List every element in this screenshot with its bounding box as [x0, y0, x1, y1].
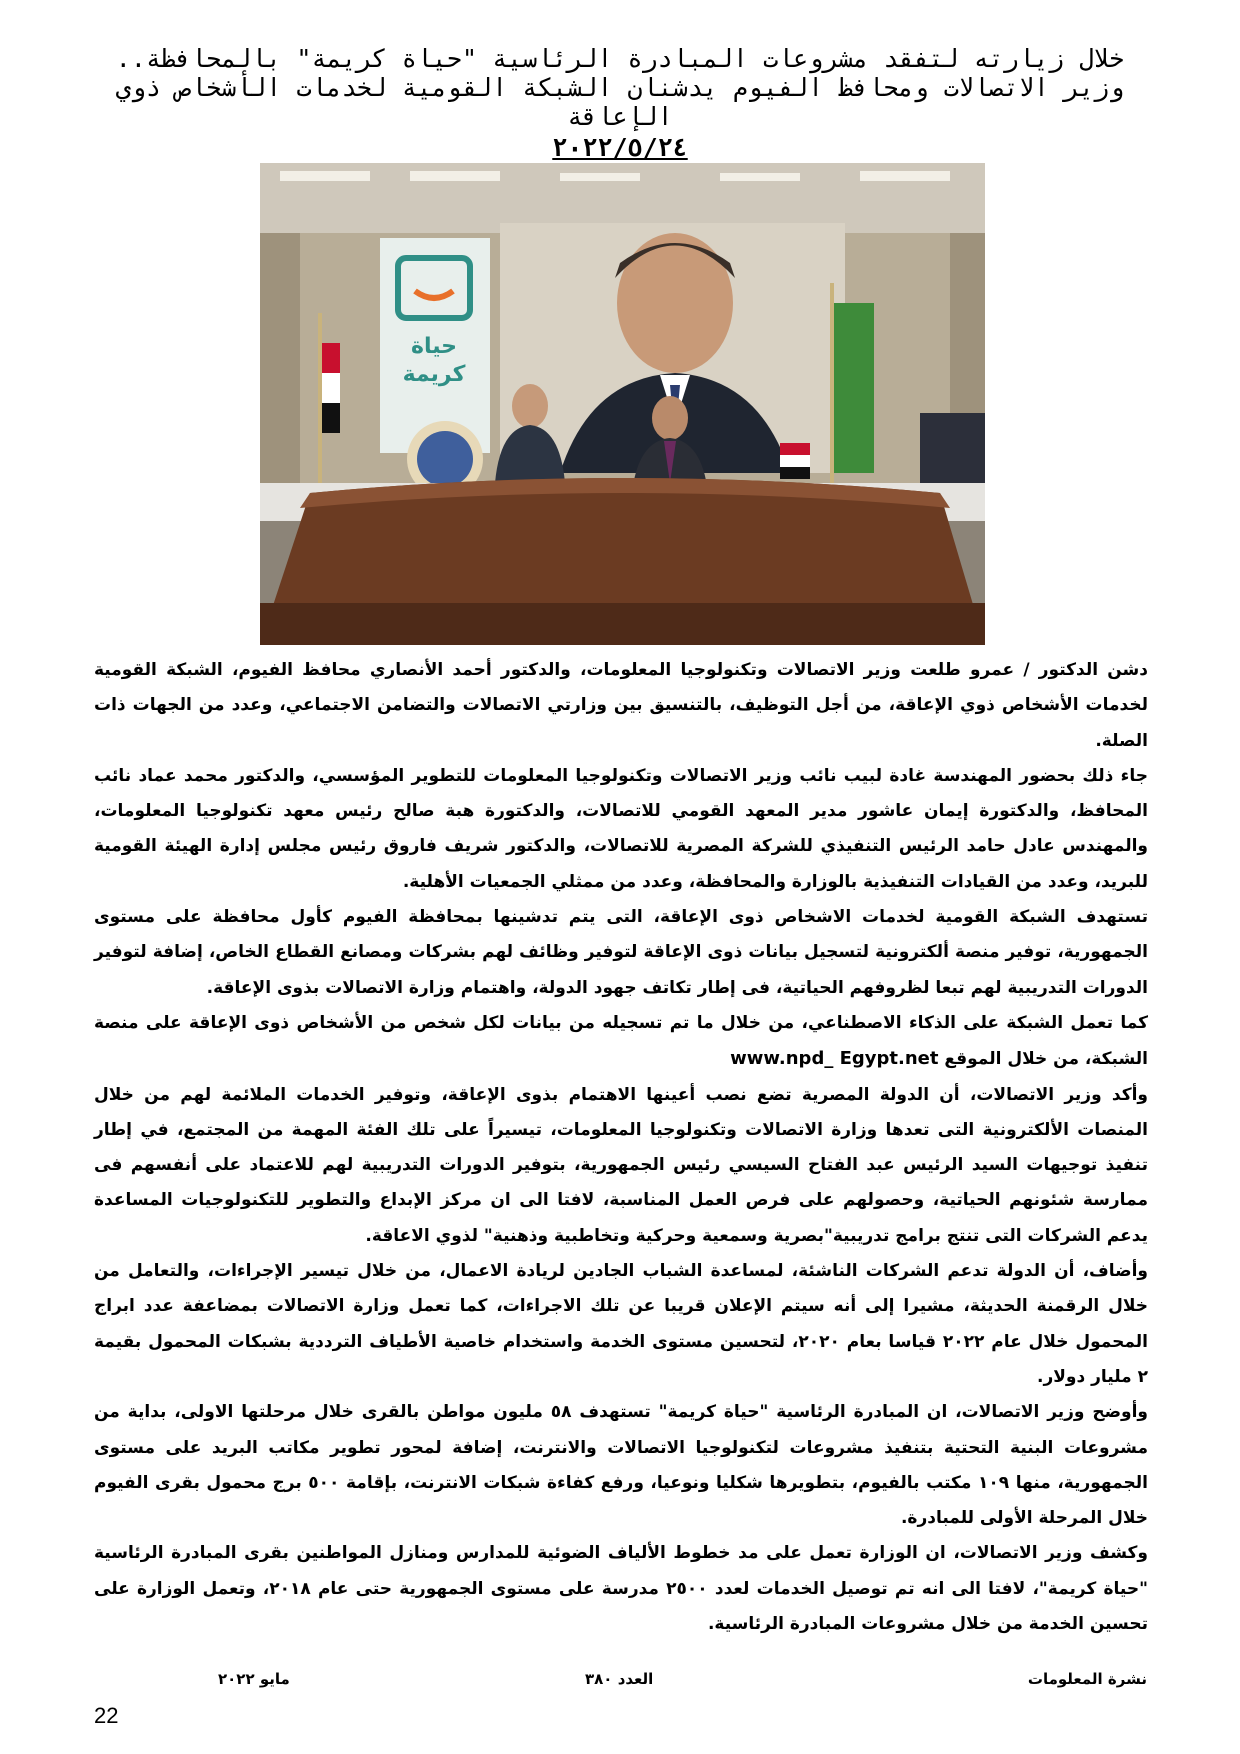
- page-number: 22: [94, 1703, 119, 1728]
- footer-date: مايو ٢٠٢٢: [218, 1670, 290, 1688]
- footer-issue: العدد ٣٨٠: [585, 1670, 654, 1688]
- headline-line-2: وزير الاتصالات ومحافظ الفيوم يدشنان الشبكة القومية لخدمات الأشخاص ذوي: [115, 73, 1125, 102]
- paragraph-7: وأوضح وزير الاتصالات، ان المبادرة الرئاسية "حياة كريمة" تستهدف ٥٨ مليون مواطن بالقرى خلال مرحلتها الاولى، بداية من مشروعات البنية التحتية بتنفيذ مشروعات لتكنولوجيا الاتصالات والانترنت، إضافة لمحور تطوير مكاتب البريد على مستوى الجمهورية، منها ١٠٩ مكتب بالفيوم، بتطويرها شكليا ونوعيا، ورفع كفاءة شبكات الانترنت، بإقامة ٥٠٠ برج محمول بقرى الفيوم خلال المرحلة الأولى للمبادرة.: [94, 1402, 1149, 1529]
- banner-text-1: حياة: [410, 334, 458, 359]
- article-body: [94, 653, 1148, 1642]
- footer-publication: نشرة المعلومات: [1027, 1670, 1147, 1688]
- paragraph-8: وكشف وزير الاتصالات، ان الوزارة تعمل على مد خطوط الألياف الضوئية للمدارس ومنازل المواطنين بقرى المبادرة الرئاسية "حياة كريمة"، لافتا الى انه تم توصيل الخدمات لعدد ٢٥٠٠ مدرسة على مستوى الجمهورية حتى عام ٢٠١٨، وتعمل الوزارة على تحسين الخدمة من خلال مشروعات المبادرة الرئاسية.: [94, 1543, 1148, 1635]
- event-photo: [260, 163, 985, 645]
- event-photo-illustration: [260, 163, 985, 645]
- page-footer: [0, 1670, 1240, 1700]
- article-headline: [90, 44, 1150, 162]
- paragraph-6: وأضاف، أن الدولة تدعم الشركات الناشئة، لمساعدة الشباب الجادين لريادة الاعمال، من خلال تيسير الإجراءات، والتعامل من خلال الرقمنة الحديثة، مشيرا إلى أنه سيتم الإعلان قريبا عن تلك الاجراءات، كما تعمل وزارة الاتصالات بمضاعفة عدد ابراج المحمول خلال عام ٢٠٢٢ قياسا بعام ٢٠٢٠، لتحسين مستوى الخدمة واستخدام خاصية الأطياف الترددية بشبكات المحمول بقيمة ٢ مليار دولار.: [94, 1261, 1148, 1387]
- headline-line-1: خلال زيارته لتفقد مشروعات المبادرة الرئاسية "حياة كريمة" بالمحافظة..: [115, 44, 1125, 73]
- paragraph-5: وأكد وزير الاتصالات، أن الدولة المصرية تضع نصب أعينها الاهتمام بذوى الإعاقة، وتوفير الخدمات الملائمة لهم من خلال المنصات الألكترونية التى تعدها وزارة الاتصالات وتكنولوجيا المعلومات، تيسيراً على تلك الفئة المهمة من المجتمع، في إطار تنفيذ توجيهات السيد الرئيس عبد الفتاح السيسي رئيس الجمهورية، بتوفير الدورات التدريبية لهم للاعتماد على أنفسهم فى ممارسة شئونهم الحياتية، وحصولهم على فرص العمل المناسبة، لافتا الى ان مركز الإبداع والتطوير للتكنولوجيات المساعدة يدعم الشركات التى تنتج برامج تدريبية"بصرية وسمعية وحركية وتخاطبية وذهنية" لذوي الاعاقة.: [94, 1084, 1148, 1246]
- headline-line-3: الإعاقة: [567, 102, 673, 131]
- website-url: www.npd_ Egypt.net: [730, 1048, 939, 1070]
- headline-date: ٢٠٢٢/٥/٢٤: [552, 133, 688, 162]
- paragraph-4-text: كما تعمل الشبكة على الذكاء الاصطناعي، من خلال ما تم تسجيله من بيانات لكل شخص من الأشخاص ذوى الإعاقة على منصة الشبكة، من خلال الموقع: [94, 1012, 1148, 1070]
- paragraph-4: [94, 1006, 1148, 1078]
- paragraph-1: دشن الدكتور / عمرو طلعت وزير الاتصالات وتكنولوجيا المعلومات، والدكتور أحمد الأنصاري محافظ الفيوم، الشبكة القومية لخدمات الأشخاص ذوي الإعاقة، من أجل التوظيف، بالتنسيق بين وزارتي الاتصالات والتضامن الاجتماعي، وعدد من الجهات ذات الصلة.: [94, 660, 1148, 751]
- paragraph-3: تستهدف الشبكة القومية لخدمات الاشخاص ذوى الإعاقة، التى يتم تدشينها بمحافظة الفيوم كأول محافظة على مستوى الجمهورية، توفير منصة ألكترونية لتسجيل بيانات ذوى الإعاقة لتوفير وظائف لهم بشركات ومصانع القطاع الخاص، إضافة لتوفير الدورات التدريبية لهم تبعا لظروفهم الحياتية، فى إطار تكاتف جهود الدولة، واهتمام وزارة الاتصالات بذوى الإعاقة.: [94, 907, 1148, 998]
- paragraph-2: جاء ذلك بحضور المهندسة غادة لبيب نائب وزير الاتصالات وتكنولوجيا المعلومات للتطوير المؤسسي، والدكتور محمد عماد نائب المحافظ، والدكتورة إيمان عاشور مدير المعهد القومي للاتصالات، والدكتورة هبة صالح رئيس معهد تكنولوجيا المعلومات، والمهندس عادل حامد الرئيس التنفيذي للشركة المصرية للاتصالات، والدكتور شريف فاروق رئيس مجلس إدارة الهيئة القومية للبريد، وعدد من القيادات التنفيذية بالوزارة والمحافظة، وعدد من ممثلي الجمعيات الأهلية.: [94, 765, 1148, 892]
- banner-text-2: كريمة: [402, 362, 466, 387]
